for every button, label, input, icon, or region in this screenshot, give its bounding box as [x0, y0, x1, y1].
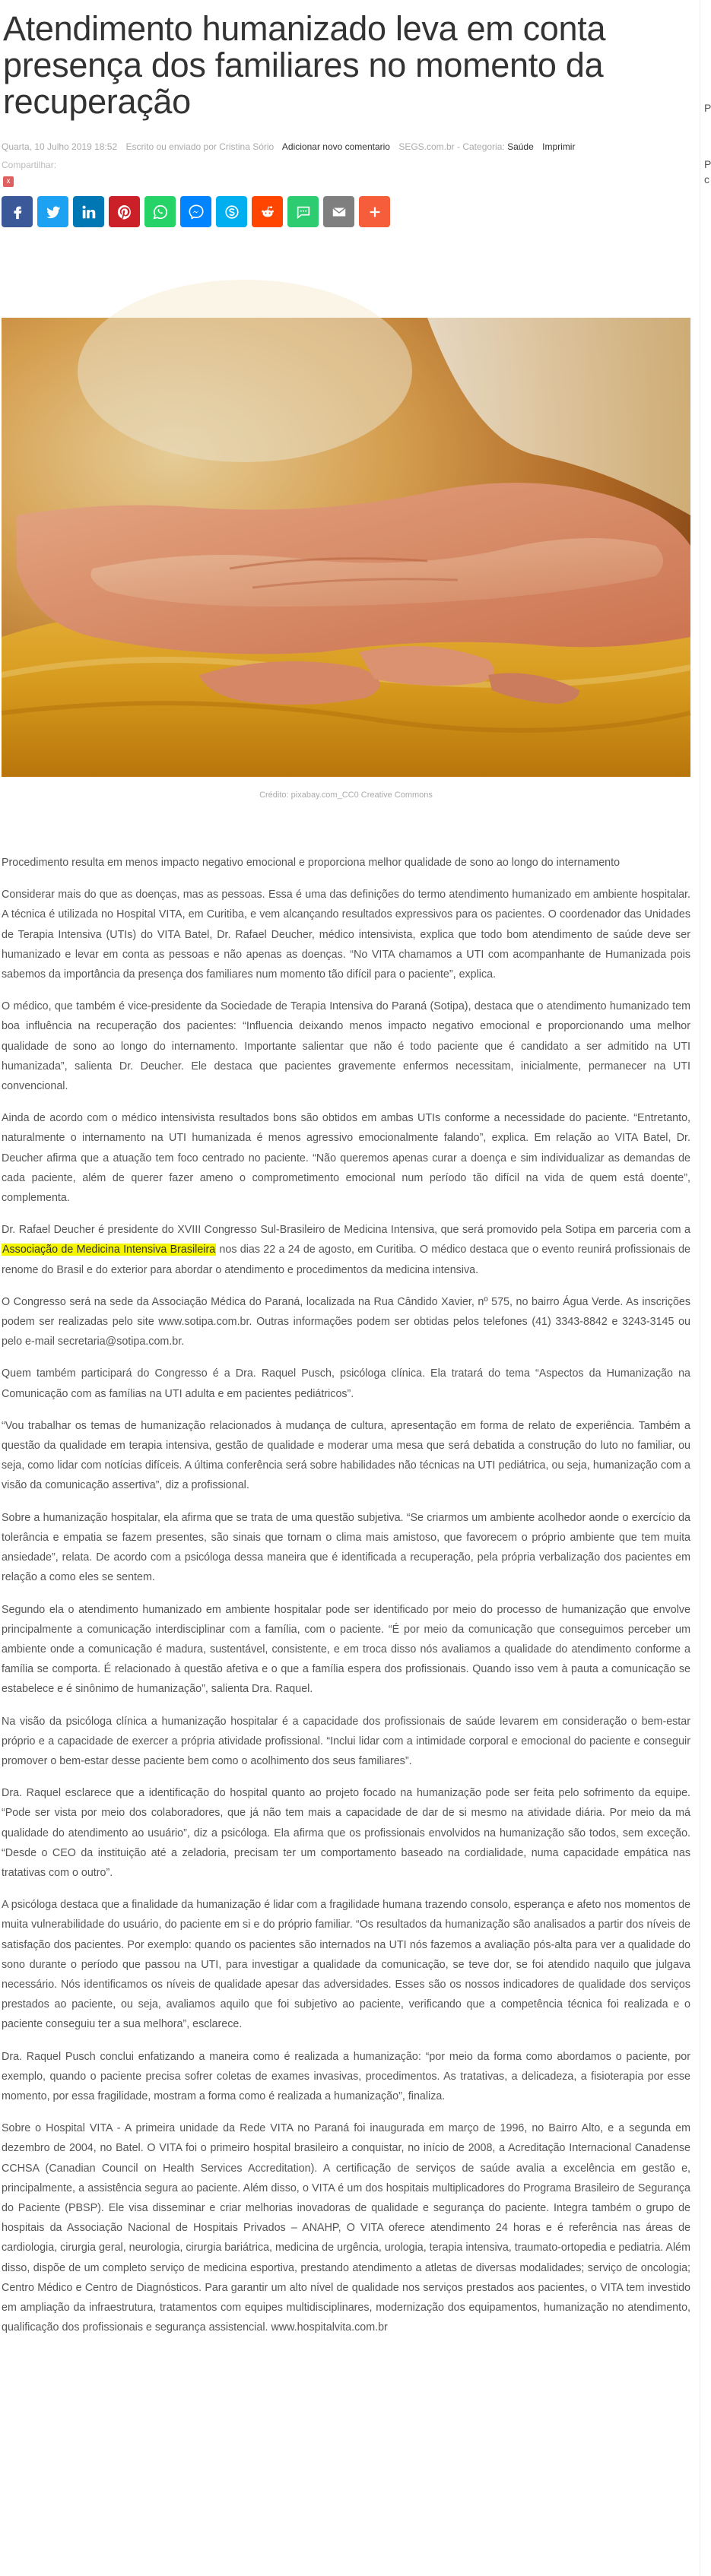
add-comment-link[interactable]: Adicionar novo comentario — [281, 141, 390, 152]
article-meta — [2, 141, 671, 152]
article-author: Escrito ou enviado por Cristina Sório — [125, 141, 275, 152]
hands-photo — [2, 318, 690, 777]
article-date: Quarta, 10 Julho 2019 18:52 — [2, 141, 118, 152]
article-paragraph — [2, 1220, 690, 1280]
skype-icon — [224, 204, 240, 220]
messenger-icon — [188, 204, 205, 220]
reddit-share-button[interactable] — [252, 196, 283, 227]
article-paragraph: O Congresso será na sede da Associação Médica do Paraná, localizada na Rua Cândido Xavier, nº 575, no bairro Água Verde. As inscrições podem ser realizadas pelo site www.sotipa.com.br. Outras informações podem ser obtidas pelos telefones (41) 3343-8842 e 3243-3145 ou pelo e-mail secretaria@sotipa.com.br. — [2, 1295, 690, 1348]
sms-icon — [295, 204, 312, 220]
article-paragraph: Dra. Raquel Pusch conclui enfatizando a maneira como é realizada a humanização: “por meio da forma como abordamos o paciente, por exemplo, quando o paciente precisa sofrer coletas de exames invasivas, procedimentos. As tratativas, a delicadeza, a fisioterapia por esse momento, por essa fragilidade, mostram a forma como é realizada a humanização”, finaliza. — [2, 2050, 690, 2102]
sidebar-fragment[interactable]: P — [704, 158, 711, 170]
close-share-icon[interactable]: x — [3, 176, 14, 187]
article-paragraph: Dra. Raquel esclarece que a identificação do hospital quanto ao projeto focado na humanização pode ser feita pelo sofrimento da equipe. “Pode ser vista por meio dos colaboradores, que já não tem mais a capacidade de dar de si mesmo na atividade diária. Por meio da má qualidade do atendimento ao usuário”, diz a psicóloga. Ela afirma que os profissionais envolvidos na humanização são todos, sem exceção. “Desde o CEO da instituição até a zeladoria, precisam ter um comportamento baseado na cordialidade, numa capacidade empática nas tratativas com o outro”. — [2, 1787, 690, 1879]
facebook-icon — [9, 204, 26, 220]
reddit-icon — [259, 204, 276, 220]
article-paragraph: Sobre a humanização hospitalar, ela afirma que se trata de uma questão subjetiva. “Se criarmos um ambiente acolhedor aonde o exercício da tolerância e empatia se fazem presentes, são sinais que tornam o clima mais amistoso, que favorecem o próprio ambiente que tem muita ansiedade”, relata. De acordo com a psicóloga dessa maneira que é identificada a recuperação, pela própria verbalização dos pacientes em relação a como eles se sentem. — [2, 1511, 690, 1584]
linkedin-share-button[interactable] — [73, 196, 104, 227]
article-paragraph: Na visão da psicóloga clínica a humanização hospitalar é a capacidade dos profissionais de saúde levarem em consideração o bem-estar próprio e a capacidade de exercer a própria atividade profissional. “Inclui lidar com a intimidade corporal e emocional do paciente e conseguir promover o bem-estar desse paciente bem como o acolhimento dos seus familiares”. — [2, 1715, 690, 1767]
source-category-prefix: SEGS.com.br - Categoria: — [398, 141, 505, 152]
article-image — [2, 318, 690, 777]
whatsapp-icon — [152, 204, 169, 220]
facebook-share-button[interactable] — [2, 196, 33, 227]
sidebar-fragment[interactable]: P — [704, 102, 711, 114]
whatsapp-share-button[interactable] — [144, 196, 176, 227]
article-title: Atendimento humanizado leva em conta presença dos familiares no momento da recuperação — [3, 9, 606, 121]
pinterest-share-button[interactable] — [109, 196, 140, 227]
article-paragraph: Ainda de acordo com o médico intensivista resultados bons são obtidos em ambas UTIs conforme a necessidade do paciente. “Entretanto, naturalmente o internamento na UTI humanizada é menos agressivo emocionalmente falando”, explica. Em relação ao VITA Batel, Dr. Deucher afirma que a atuação tem foco centrado no paciente. “Não queremos apenas curar a doença e sim individualizar as demandas de cada paciente, além de querer fazer ameno o comprometimento emocional num período tão difícil na vida de quem está doente”, complementa. — [2, 1112, 690, 1205]
article-paragraph: O médico, que também é vice-presidente da Sociedade de Terapia Intensiva do Paraná (Sotipa), destaca que o atendimento humanizado tem boa influência na recuperação dos pacientes: “Influencia deixando menos impacto negativo emocional e proporcionando uma melhor qualidade de sono ao longo do internamento. Importante salientar que não é todo paciente que é candidato a ser admitido na UTI humanizada”, salienta Dr. Deucher. Ele destaca que pacientes gravemente enfermos necessitam, inicialmente, permanecer na UTI convencional. — [2, 1000, 690, 1093]
article-paragraph: Quem também participará do Congresso é a Dra. Raquel Pusch, psicóloga clínica. Ela tratará do tema “Aspectos da Humanização na Comunicação com as famílias na UTI adulta e em pacientes pediátricos”. — [2, 1367, 690, 1400]
twitter-icon — [45, 204, 62, 220]
article-paragraph: “Vou trabalhar os temas de humanização relacionados à mudança de cultura, apresentação em forma de relato de experiência. Também a questão da qualidade em terapia intensiva, gestão de qualidade e moderar uma mesa que será debatida a construção do luto no familiar, ou seja, como lidar com notícias difíceis. A última conferência será sobre habilidades não técnicas na UTI pediátrica, ou seja, humanização com a visão da comunicação assertiva”, diz a profissional. — [2, 1419, 690, 1492]
image-credit: Crédito: pixabay.com_CC0 Creative Commons — [259, 791, 433, 800]
linkedin-icon — [81, 204, 97, 220]
article-paragraph: A psicóloga destaca que a finalidade da humanização é lidar com a fragilidade humana trazendo consolo, esperança e afeto nos momentos de muita vulnerabilidade do usuário, do paciente em si e do próprio familiar. “Os resultados da humanização são analisados a partir dos níveis de satisfação dos pacientes. Por exemplo: quando os pacientes são internados na UTI nós fazemos a avaliação pós-alta para ver a qualidade do sono durante o período que passou na UTI, para investigar a qualidade da comunicação, se teve dor, se foi atendido naquilo que julgava necessário. Nós identificamos os níveis de qualidade apesar das adversidades. Esses são os nossos indicadores de qualidade dos serviços prestados ao paciente, ou seja, avaliamos aquilo que foi subjetivo ao paciente, verificando que a competência técnica foi realizada e o paciente conseguiu ter a sua melhora”, esclarece. — [2, 1899, 690, 2031]
paragraph-text: nos dias 22 a 24 de agosto, em Curitiba. O médico destaca que o evento reunirá profissionais de renome do Brasil e do exterior para abordar o atendimento e procedimentos da medicina intensiva. — [2, 1244, 690, 1276]
email-icon — [331, 204, 348, 220]
pinterest-icon — [116, 204, 133, 220]
highlighted-link[interactable]: Associação de Medicina Intensiva Brasileira — [2, 1244, 216, 1256]
category-link[interactable]: Saúde — [507, 141, 534, 152]
share-label: Compartilhar: — [2, 160, 57, 170]
article-paragraph: Segundo ela o atendimento humanizado em ambiente hospitalar pode ser identificado por meio do processo de humanização que envolve principalmente a comunicação interdisciplinar com a família, com o paciente. “É por meio da comunicação que conseguimos perceber um ambiente onde a comunicação é madura, sustentável, consistente, e em troca disso nós avaliamos a qualidade do atendimento conforme a família se comporta. É relacionado à questão afetiva e o que a família espera dos profissionais. Quando isso vem à pauta a comunicação se estabelece e é sinônimo de humanização”, salienta Dra. Raquel. — [2, 1603, 690, 1696]
sidebar-fragment[interactable]: c — [704, 173, 709, 185]
messenger-share-button[interactable] — [180, 196, 211, 227]
share-buttons — [2, 196, 390, 228]
article-lead: Procedimento resulta em menos impacto negativo emocional e proporciona melhor qualidade de sono ao longo do internamento — [2, 857, 621, 869]
article-body — [2, 853, 690, 2349]
twitter-share-button[interactable] — [37, 196, 68, 227]
sidebar-edge — [700, 0, 708, 2576]
paragraph-text: Dr. Rafael Deucher é presidente do XVIII Congresso Sul-Brasileiro de Medicina Intensiva, que será promovido pela Sotipa em parceria com a — [2, 1224, 690, 1237]
email-share-button[interactable] — [323, 196, 354, 227]
sms-share-button[interactable] — [287, 196, 319, 227]
more-share-button[interactable] — [359, 196, 390, 227]
print-link[interactable]: Imprimir — [542, 141, 576, 152]
plus-icon — [367, 204, 383, 220]
article-paragraph: Considerar mais do que as doenças, mas as pessoas. Essa é uma das definições do termo atendimento humanizado em ambiente hospitalar. A técnica é utilizada no Hospital VITA, em Curitiba, e vem alcançando resultados expressivos para os pacientes. O coordenador das Unidades de Terapia Intensiva (UTIs) do VITA Batel, Dr. Rafael Deucher, médico intensivista, explica que todo bom atendimento de saúde deve ser humanizado e levar em conta as pessoas e não apenas as doenças. “No VITA chamamos a UTI com acompanhante de Humanizada pois sabemos da importância da presença dos familiares num momento tão difícil para o paciente”, explica. — [2, 889, 690, 981]
skype-share-button[interactable] — [216, 196, 247, 227]
article-paragraph: Sobre o Hospital VITA - A primeira unidade da Rede VITA no Paraná foi inaugurada em março de 1996, no Bairro Alto, e a segunda em dezembro de 2004, no Batel. O VITA foi o primeiro hospital brasileiro a conquistar, no início de 2008, a Acreditação Internacional Canadense CCHSA (Canadian Council on Health Services Accreditation). A certificação de serviços de saúde avalia a excelência em gestão e, principalmente, a assistência segura ao paciente. Além disso, o VITA é um dos hospitais multiplicadores do Programa Brasileiro de Segurança do Paciente (PBSP). Ele visa disseminar e criar melhorias inovadoras de qualidade e segurança do paciente. Integra também o grupo de hospitais da Associação Nacional de Hospitais Privados – ANAHP, O VITA oferece atendimento 24 horas e é referência nas áreas de cardiologia, cirurgia geral, neurologia, cirurgia bariátrica, medicina de urgência, urologia, terapia intensiva, traumato-ortopedia e pediatria. Além disso, dispõe de um completo serviço de medicina esportiva, prestando atendimento a atletas de diversas modalidades; serviço de oncologia; Centro Médico e Centro de Diagnósticos. Para garantir um alto nível de qualidade nos serviços prestados aos pacientes, o VITA tem investido em ampliação da infraestrutura, tratamentos com equipes multidisciplinares, modernização dos equipamentos, humanização no atendimento, qualificação dos profissionais e segurança assistencial. www.hospitalvita.com.br — [2, 2122, 690, 2334]
